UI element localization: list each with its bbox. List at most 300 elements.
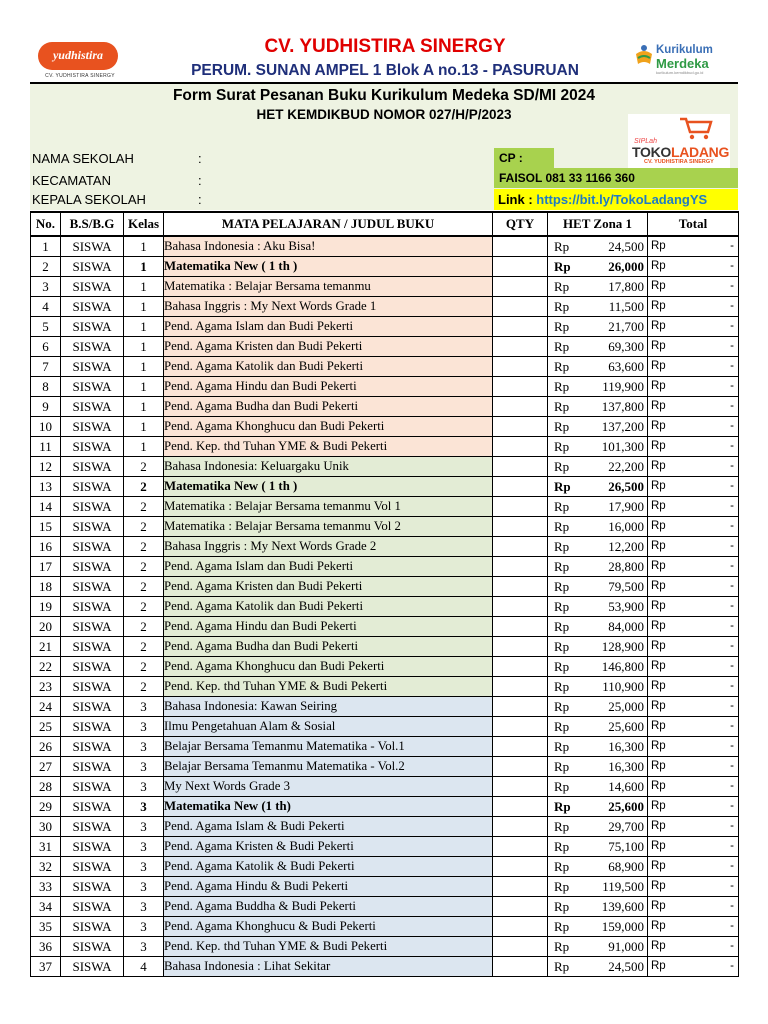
row-qty-input[interactable] (493, 697, 548, 717)
table-row (31, 297, 739, 317)
row-kelas: 1 (124, 297, 164, 317)
het-amount: 29,700 (608, 819, 644, 834)
het-amount: 53,900 (608, 599, 644, 614)
row-judul: Belajar Bersama Temanmu Matematika - Vol.1 (164, 737, 493, 757)
row-bsbg: SISWA (61, 617, 124, 637)
row-kelas: 2 (124, 477, 164, 497)
toko-ladang-logo (628, 114, 730, 168)
het-amount: 137,800 (601, 399, 644, 414)
table-header-row (31, 212, 739, 236)
row-bsbg: SISWA (61, 797, 124, 817)
logo-merdeka-text: Merdeka (656, 56, 709, 71)
row-judul: Ilmu Pengetahuan Alam & Sosial (164, 717, 493, 737)
row-het (548, 257, 648, 277)
row-het (548, 777, 648, 797)
row-judul: Pend. Kep. thd Tuhan YME & Budi Pekerti (164, 677, 493, 697)
row-total (648, 737, 739, 757)
row-bsbg: SISWA (61, 577, 124, 597)
table-row (31, 537, 739, 557)
row-kelas: 3 (124, 737, 164, 757)
row-qty-input[interactable] (493, 537, 548, 557)
row-bsbg: SISWA (61, 597, 124, 617)
row-het (548, 617, 648, 637)
total-amount: - (730, 860, 734, 872)
table-row (31, 817, 739, 837)
het-currency: Rp (554, 959, 570, 974)
order-link[interactable] (494, 189, 738, 210)
row-bsbg: SISWA (61, 236, 124, 257)
total-currency: Rp (651, 500, 666, 512)
row-no: 34 (31, 897, 61, 917)
total-amount: - (730, 940, 734, 952)
row-no: 32 (31, 857, 61, 877)
row-qty-input[interactable] (493, 837, 548, 857)
row-bsbg: SISWA (61, 657, 124, 677)
header-total: Total (648, 212, 739, 236)
row-qty-input[interactable] (493, 317, 548, 337)
total-amount: - (730, 340, 734, 352)
row-no: 26 (31, 737, 61, 757)
het-amount: 101,300 (601, 439, 644, 454)
het-amount: 24,500 (608, 959, 644, 974)
table-row (31, 937, 739, 957)
row-kelas: 2 (124, 617, 164, 637)
total-amount: - (730, 300, 734, 312)
row-bsbg: SISWA (61, 437, 124, 457)
table-row (31, 257, 739, 277)
table-row (31, 417, 739, 437)
row-kelas: 3 (124, 917, 164, 937)
total-currency: Rp (651, 380, 666, 392)
row-kelas: 2 (124, 677, 164, 697)
total-currency: Rp (651, 460, 666, 472)
row-bsbg: SISWA (61, 457, 124, 477)
row-bsbg: SISWA (61, 697, 124, 717)
het-currency: Rp (554, 299, 570, 314)
row-het (548, 517, 648, 537)
row-total (648, 657, 739, 677)
row-judul: Pend. Agama Katolik dan Budi Pekerti (164, 597, 493, 617)
row-het (548, 937, 648, 957)
row-qty-input[interactable] (493, 717, 548, 737)
row-judul: Pend. Agama Kristen & Budi Pekerti (164, 837, 493, 857)
table-row (31, 857, 739, 877)
table-row (31, 637, 739, 657)
total-amount: - (730, 880, 734, 892)
total-amount: - (730, 400, 734, 412)
total-amount: - (730, 600, 734, 612)
row-qty-input[interactable] (493, 377, 548, 397)
row-no: 17 (31, 557, 61, 577)
total-amount: - (730, 800, 734, 812)
total-currency: Rp (651, 660, 666, 672)
total-currency: Rp (651, 800, 666, 812)
table-row (31, 757, 739, 777)
het-currency: Rp (554, 839, 570, 854)
row-judul: Matematika : Belajar Bersama temanmu (164, 277, 493, 297)
row-het (548, 917, 648, 937)
total-amount: - (730, 440, 734, 452)
row-het (548, 437, 648, 457)
row-total (648, 577, 739, 597)
total-amount: - (730, 540, 734, 552)
row-qty-input[interactable] (493, 817, 548, 837)
row-total (648, 957, 739, 977)
logo-wordmark: yudhistira (38, 42, 118, 70)
table-row (31, 357, 739, 377)
table-row (31, 477, 739, 497)
total-amount: - (730, 680, 734, 692)
het-currency: Rp (554, 719, 570, 734)
row-bsbg: SISWA (61, 877, 124, 897)
het-currency: Rp (554, 319, 570, 334)
row-judul: Pend. Agama Katolik dan Budi Pekerti (164, 357, 493, 377)
row-het (548, 397, 648, 417)
total-amount: - (730, 360, 734, 372)
total-amount: - (730, 260, 734, 272)
het-amount: 119,900 (602, 379, 644, 394)
row-qty-input[interactable] (493, 357, 548, 377)
row-het (548, 857, 648, 877)
row-qty-input[interactable] (493, 557, 548, 577)
table-row (31, 617, 739, 637)
row-bsbg: SISWA (61, 957, 124, 977)
row-kelas: 3 (124, 757, 164, 777)
het-amount: 68,900 (608, 859, 644, 874)
row-no: 4 (31, 297, 61, 317)
total-amount: - (730, 740, 734, 752)
row-kelas: 3 (124, 937, 164, 957)
row-total (648, 897, 739, 917)
table-row (31, 677, 739, 697)
total-currency: Rp (651, 420, 666, 432)
row-bsbg: SISWA (61, 557, 124, 577)
het-currency: Rp (554, 259, 571, 274)
row-judul: Pend. Kep. thd Tuhan YME & Budi Pekerti (164, 437, 493, 457)
total-currency: Rp (651, 720, 666, 732)
row-kelas: 1 (124, 317, 164, 337)
row-bsbg: SISWA (61, 717, 124, 737)
row-kelas: 3 (124, 897, 164, 917)
siplah-text: SIPLah (634, 138, 657, 145)
header-no: No. (31, 212, 61, 236)
row-qty-input[interactable] (493, 797, 548, 817)
row-kelas: 3 (124, 797, 164, 817)
het-currency: Rp (554, 779, 570, 794)
logo-subtext: CV. YUDHISTIRA SINERGY (45, 73, 115, 79)
row-qty-input[interactable] (493, 617, 548, 637)
row-no: 35 (31, 917, 61, 937)
het-amount: 14,600 (608, 779, 644, 794)
total-currency: Rp (651, 780, 666, 792)
row-qty-input[interactable] (493, 417, 548, 437)
row-qty-input[interactable] (493, 877, 548, 897)
form-title: Form Surat Pesanan Buku Kurikulum Medeka SD/MI 2024 (172, 87, 596, 104)
het-currency: Rp (554, 359, 570, 374)
table-row (31, 797, 739, 817)
row-no: 31 (31, 837, 61, 857)
table-row (31, 597, 739, 617)
total-currency: Rp (651, 280, 666, 292)
row-total (648, 817, 739, 837)
row-kelas: 1 (124, 437, 164, 457)
row-bsbg: SISWA (61, 297, 124, 317)
total-currency: Rp (651, 320, 666, 332)
row-judul: Bahasa Indonesia: Keluargaku Unik (164, 457, 493, 477)
row-qty-input[interactable] (493, 437, 548, 457)
row-qty-input[interactable] (493, 337, 548, 357)
row-no: 1 (31, 236, 61, 257)
row-no: 37 (31, 957, 61, 977)
het-amount: 137,200 (601, 419, 644, 434)
total-amount: - (730, 420, 734, 432)
row-qty-input[interactable] (493, 757, 548, 777)
row-kelas: 2 (124, 497, 164, 517)
row-judul: Bahasa Indonesia : Aku Bisa! (164, 236, 493, 257)
row-total (648, 757, 739, 777)
row-qty-input[interactable] (493, 577, 548, 597)
het-currency: Rp (554, 439, 570, 454)
row-qty-input[interactable] (493, 457, 548, 477)
row-judul: Pend. Agama Kristen dan Budi Pekerti (164, 337, 493, 357)
row-kelas: 2 (124, 637, 164, 657)
het-amount: 110,900 (602, 679, 644, 694)
row-no: 13 (31, 477, 61, 497)
nama-sekolah-label: NAMA SEKOLAH (32, 151, 134, 166)
het-currency: Rp (554, 699, 570, 714)
row-qty-input[interactable] (493, 257, 548, 277)
het-currency: Rp (554, 419, 570, 434)
shopping-cart-icon (678, 116, 714, 140)
row-kelas: 2 (124, 557, 164, 577)
row-bsbg: SISWA (61, 517, 124, 537)
table-row (31, 957, 739, 977)
row-judul: Pend. Agama Katolik & Budi Pekerti (164, 857, 493, 877)
het-amount: 25,600 (608, 719, 644, 734)
row-qty-input[interactable] (493, 477, 548, 497)
het-currency: Rp (554, 879, 570, 894)
row-het (548, 597, 648, 617)
het-amount: 12,200 (608, 539, 644, 554)
row-total (648, 837, 739, 857)
total-currency: Rp (651, 520, 666, 532)
header-qty: QTY (493, 212, 548, 236)
row-bsbg: SISWA (61, 937, 124, 957)
yudhistira-logo (34, 42, 126, 80)
row-total (648, 877, 739, 897)
row-kelas: 1 (124, 377, 164, 397)
row-bsbg: SISWA (61, 817, 124, 837)
row-judul: My Next Words Grade 3 (164, 777, 493, 797)
het-title: HET KEMDIKBUD NOMOR 027/H/P/2023 (256, 107, 512, 122)
row-total (648, 397, 739, 417)
row-het (548, 957, 648, 977)
table-row (31, 737, 739, 757)
het-currency: Rp (554, 759, 570, 774)
table-row (31, 236, 739, 257)
het-currency: Rp (554, 659, 570, 674)
het-currency: Rp (554, 339, 570, 354)
table-row (31, 397, 739, 417)
row-het (548, 637, 648, 657)
kurikulum-merdeka-logo (628, 42, 748, 76)
row-total (648, 377, 739, 397)
row-total (648, 637, 739, 657)
total-currency: Rp (651, 300, 666, 312)
het-currency: Rp (554, 639, 570, 654)
row-qty-input[interactable] (493, 597, 548, 617)
row-kelas: 2 (124, 577, 164, 597)
row-qty-input[interactable] (493, 737, 548, 757)
row-bsbg: SISWA (61, 737, 124, 757)
row-het (548, 797, 648, 817)
het-amount: 11,500 (608, 299, 644, 314)
row-total (648, 477, 739, 497)
row-het (548, 377, 648, 397)
het-amount: 128,900 (601, 639, 644, 654)
row-total (648, 277, 739, 297)
row-qty-input[interactable] (493, 236, 548, 257)
row-qty-input[interactable] (493, 957, 548, 977)
total-amount: - (730, 820, 734, 832)
row-kelas: 4 (124, 957, 164, 977)
row-qty-input[interactable] (493, 917, 548, 937)
total-currency: Rp (651, 240, 666, 252)
row-qty-input[interactable] (493, 397, 548, 417)
row-no: 29 (31, 797, 61, 817)
row-kelas: 1 (124, 257, 164, 277)
row-qty-input[interactable] (493, 497, 548, 517)
het-amount: 146,800 (601, 659, 644, 674)
row-kelas: 3 (124, 857, 164, 877)
table-row (31, 917, 739, 937)
total-amount: - (730, 580, 734, 592)
header-bsbg: B.S/B.G (61, 212, 124, 236)
row-no: 20 (31, 617, 61, 637)
row-no: 8 (31, 377, 61, 397)
het-amount: 159,000 (601, 919, 644, 934)
row-total (648, 937, 739, 957)
row-bsbg: SISWA (61, 417, 124, 437)
row-qty-input[interactable] (493, 517, 548, 537)
row-het (548, 317, 648, 337)
row-no: 2 (31, 257, 61, 277)
row-het (548, 357, 648, 377)
table-row (31, 517, 739, 537)
row-total (648, 257, 739, 277)
het-currency: Rp (554, 799, 571, 814)
total-currency: Rp (651, 680, 666, 692)
het-currency: Rp (554, 279, 570, 294)
row-no: 23 (31, 677, 61, 697)
row-kelas: 1 (124, 236, 164, 257)
het-amount: 16,300 (608, 739, 644, 754)
order-table (30, 211, 739, 977)
het-amount: 26,500 (608, 479, 644, 494)
row-judul: Pend. Agama Budha dan Budi Pekerti (164, 637, 493, 657)
row-no: 10 (31, 417, 61, 437)
total-amount: - (730, 900, 734, 912)
row-no: 33 (31, 877, 61, 897)
row-qty-input[interactable] (493, 677, 548, 697)
row-het (548, 717, 648, 737)
row-kelas: 2 (124, 537, 164, 557)
row-total (648, 597, 739, 617)
het-currency: Rp (554, 679, 570, 694)
het-currency: Rp (554, 579, 570, 594)
total-amount: - (730, 620, 734, 632)
row-qty-input[interactable] (493, 637, 548, 657)
row-judul: Bahasa Inggris : My Next Words Grade 1 (164, 297, 493, 317)
cp-label: CP : (494, 148, 554, 168)
row-total (648, 437, 739, 457)
row-judul: Bahasa Indonesia: Kawan Seiring (164, 697, 493, 717)
row-bsbg: SISWA (61, 837, 124, 857)
row-qty-input[interactable] (493, 777, 548, 797)
row-bsbg: SISWA (61, 477, 124, 497)
het-amount: 16,000 (608, 519, 644, 534)
row-bsbg: SISWA (61, 897, 124, 917)
total-amount: - (730, 280, 734, 292)
row-no: 21 (31, 637, 61, 657)
het-amount: 28,800 (608, 559, 644, 574)
row-qty-input[interactable] (493, 297, 548, 317)
het-amount: 75,100 (608, 839, 644, 854)
het-amount: 139,600 (601, 899, 644, 914)
row-qty-input[interactable] (493, 657, 548, 677)
het-currency: Rp (554, 559, 570, 574)
row-no: 6 (31, 337, 61, 357)
row-qty-input[interactable] (493, 857, 548, 877)
total-currency: Rp (651, 560, 666, 572)
row-bsbg: SISWA (61, 637, 124, 657)
row-bsbg: SISWA (61, 277, 124, 297)
table-row (31, 437, 739, 457)
het-currency: Rp (554, 379, 570, 394)
row-qty-input[interactable] (493, 277, 548, 297)
het-currency: Rp (554, 519, 570, 534)
row-judul: Pend. Kep. thd Tuhan YME & Budi Pekerti (164, 937, 493, 957)
row-total (648, 337, 739, 357)
link-url[interactable]: https://bit.ly/TokoLadangYS (536, 192, 708, 207)
logo-kurikulum-text: Kurikulum (656, 44, 713, 56)
row-no: 16 (31, 537, 61, 557)
het-currency: Rp (554, 859, 570, 874)
het-amount: 63,600 (608, 359, 644, 374)
kecamatan-label: KECAMATAN (32, 173, 111, 188)
row-bsbg: SISWA (61, 317, 124, 337)
toko-text: TOKO (632, 144, 671, 160)
het-amount: 17,900 (608, 499, 644, 514)
het-amount: 119,500 (602, 879, 644, 894)
row-no: 12 (31, 457, 61, 477)
row-judul: Matematika New (1 th) (164, 797, 493, 817)
row-judul: Pend. Agama Budha dan Budi Pekerti (164, 397, 493, 417)
toko-ladang-subtext: CV. YUDHISTIRA SINERGY (644, 159, 714, 165)
row-het (548, 677, 648, 697)
total-currency: Rp (651, 860, 666, 872)
row-no: 3 (31, 277, 61, 297)
total-currency: Rp (651, 920, 666, 932)
het-currency: Rp (554, 459, 570, 474)
row-het (548, 577, 648, 597)
row-no: 36 (31, 937, 61, 957)
total-amount: - (730, 320, 734, 332)
het-amount: 22,200 (608, 459, 644, 474)
row-qty-input[interactable] (493, 897, 548, 917)
row-qty-input[interactable] (493, 937, 548, 957)
row-bsbg: SISWA (61, 257, 124, 277)
